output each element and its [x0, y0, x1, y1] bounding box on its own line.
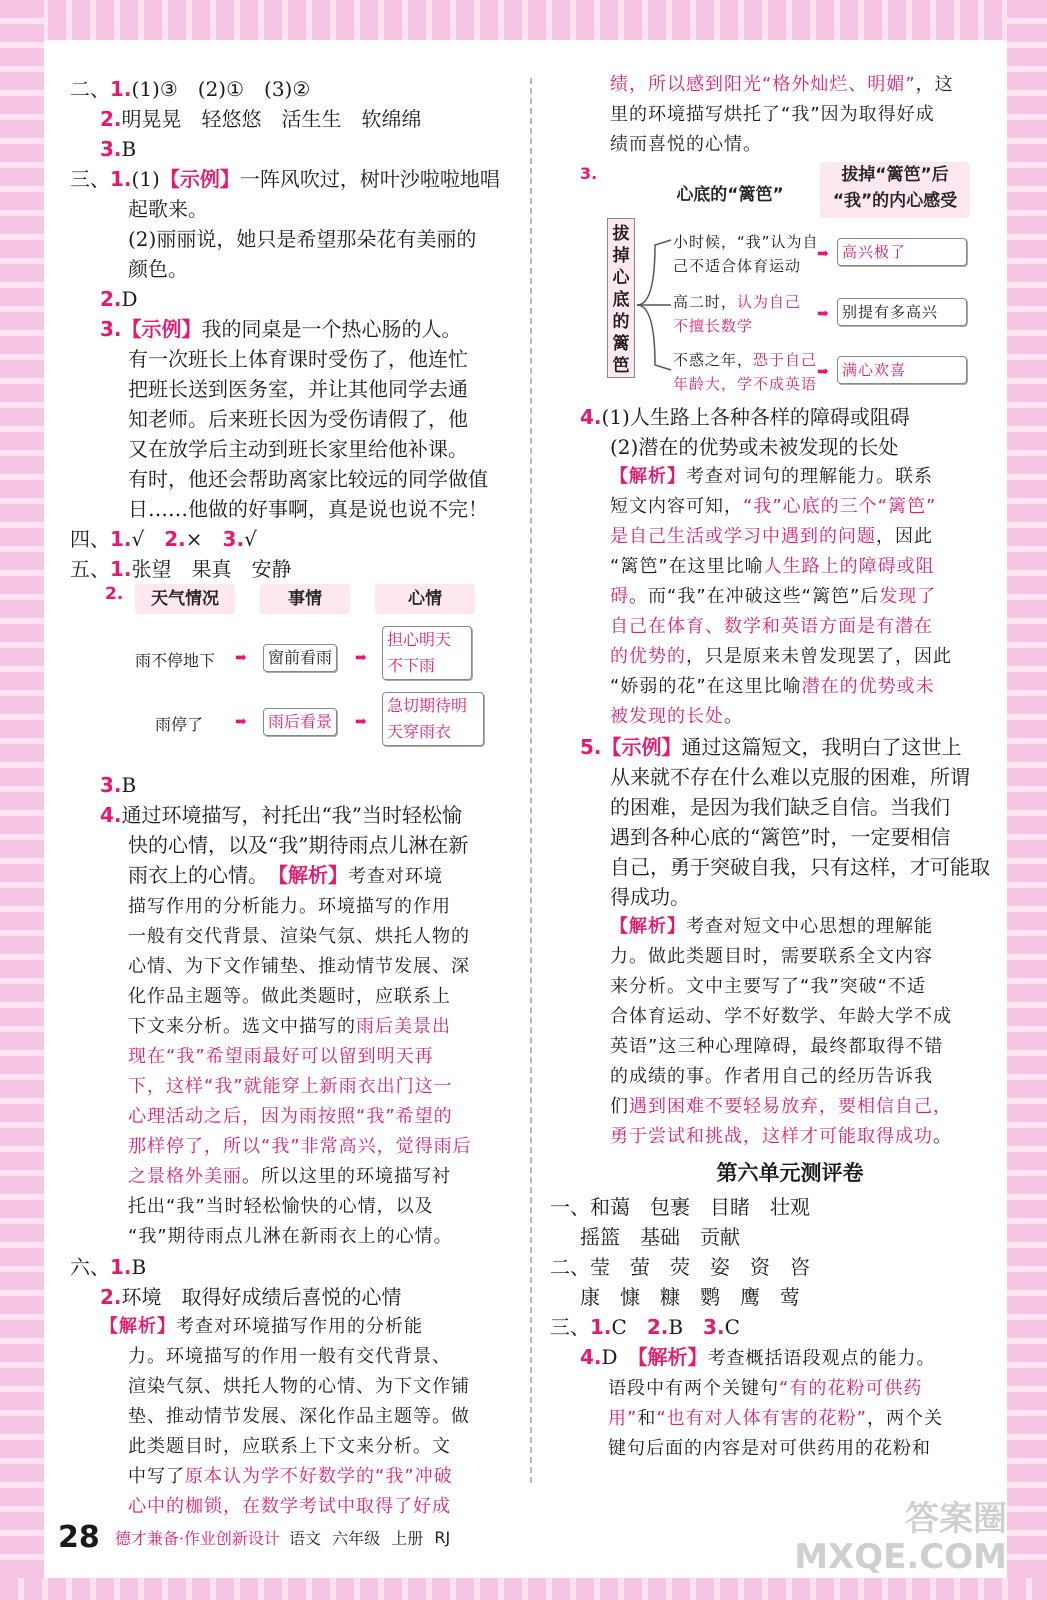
text-segment: 六、 — [70, 1255, 110, 1279]
text-line — [70, 1012, 510, 1042]
text-segment: (2)潜在的优势或未被发现的长处 — [610, 435, 899, 459]
text-segment: 1. — [110, 1255, 132, 1279]
text-segment: 力。环境描写的作用一般有交代背景、 — [128, 1346, 451, 1367]
header-line: 拔掉“篱笆”后 — [841, 165, 949, 185]
feeling-cell-3: 满心欢喜 — [837, 356, 967, 384]
text-line — [580, 642, 1000, 672]
text-segment: 键句后面的内容是对可供药用的花粉和 — [608, 1438, 931, 1459]
text-line — [70, 922, 510, 952]
text-line — [580, 852, 1000, 882]
page-border-bottom — [0, 1578, 1047, 1600]
text-segment: 【解析】 — [610, 916, 686, 937]
text-segment: 从来就不存在什么难以克服的困难，所谓 — [610, 765, 970, 789]
text-line — [580, 130, 1000, 160]
subject: 语文 — [289, 1529, 322, 1548]
text-line — [550, 1192, 1000, 1222]
text-segment: ，两个关 — [866, 1408, 943, 1429]
text-segment: B — [121, 137, 137, 161]
text-line — [70, 134, 510, 164]
mood-cell — [382, 692, 484, 746]
text-line — [70, 314, 510, 344]
text-segment: 心情、为下文作铺垫、推动情节发展、深 — [128, 956, 470, 977]
text-line — [550, 1222, 1000, 1252]
text-segment: 那样停了，所以“我”非常高兴，觉得雨后 — [128, 1136, 472, 1157]
text-segment: 起歌来。 — [128, 197, 208, 221]
text-segment: 考查对词句的理解能力。联系 — [686, 466, 933, 487]
text-line — [550, 1434, 1000, 1464]
text-segment: 碍 — [610, 586, 629, 607]
text-segment: 【示例】 — [121, 317, 202, 341]
text-line — [580, 100, 1000, 130]
text-segment: 【解析】 — [610, 466, 686, 487]
text-segment: 考查对短文中心思想的理解能 — [686, 916, 933, 937]
term: 上册 — [391, 1529, 424, 1548]
text-segment: 一般有交代背景、渲染气氛、烘托人物的 — [128, 926, 470, 947]
left-answers-part1 — [70, 74, 510, 584]
text-segment: “我”心底的三个“篱笆” — [743, 496, 937, 517]
book-title: 德才兼备·作业创新设计 — [114, 1529, 280, 1548]
cell-line: 不擅长数学 — [673, 317, 754, 335]
text-segment: 的困难，是因为我们缺乏自信。当我们 — [610, 795, 950, 819]
text-segment: 通过环境描写，衬托出“我”当时轻松愉 — [121, 803, 462, 827]
right-answers-part3 — [550, 1192, 1000, 1464]
text-segment: 力。做此类题目时，需要联系全文内容 — [610, 946, 933, 967]
arrow-icon: ➡ — [355, 650, 367, 666]
text-segment: (1)③ (2)① (3)② — [131, 77, 311, 101]
text-line — [550, 1404, 1000, 1434]
event-cell: 雨后看景 — [263, 708, 337, 736]
left-column-lower — [70, 770, 510, 1522]
text-segment: 一、和蔼 包裹 目睹 壮观 — [550, 1195, 810, 1219]
text-segment: 们 — [610, 1096, 629, 1117]
text-segment: 【解析】 — [278, 863, 348, 887]
text-segment: 下文来分析。选文中描写的 — [128, 1016, 356, 1037]
text-segment: 5. — [580, 735, 602, 759]
text-segment: 2. — [646, 1315, 669, 1339]
text-segment: 【解析】 — [100, 1316, 176, 1337]
text-segment: 。 — [933, 1126, 952, 1147]
page-border-top — [0, 0, 1047, 40]
text-segment: 快的心情，以及“我”期待雨点儿淋在新 — [128, 833, 469, 857]
feeling-cell-2: 别提有多高兴 — [837, 298, 967, 326]
text-segment: 考查对环境描写作用的分析能 — [176, 1316, 423, 1337]
text-segment: 里的环境描写烘托了“我”因为取得好成 — [610, 104, 935, 125]
cell-text: 恐于自己 — [753, 351, 818, 369]
text-segment: C — [611, 1315, 647, 1339]
text-segment: 被发现的长处 — [610, 706, 724, 727]
text-segment: 心中的枷锁，在数学考试中取得了好成 — [128, 1496, 451, 1517]
text-segment: 环境 取得好成绩后喜悦的心情 — [121, 1285, 402, 1309]
mood-line: 担心明天 — [387, 630, 452, 649]
text-segment: “我”期待雨点儿淋在新雨衣上的心情。 — [128, 1226, 453, 1247]
mood-line: 不下雨 — [387, 656, 436, 675]
text-line — [70, 254, 510, 284]
text-line — [550, 1342, 1000, 1374]
text-segment: 3. — [100, 773, 122, 797]
header-fence: 心底的“篱笆” — [670, 180, 790, 210]
text-line — [70, 1282, 510, 1312]
text-segment: 中写了 — [128, 1466, 185, 1487]
text-segment: 的优势的 — [610, 646, 686, 667]
page-footer — [58, 1520, 450, 1560]
text-segment: 。所以这里的环境描写衬 — [242, 1166, 451, 1187]
text-segment: 通过这篇短文，我明白了这世上 — [681, 735, 962, 759]
text-segment: 我的同桌是一个热心肠的人。 — [201, 317, 462, 341]
text-line — [70, 860, 510, 892]
text-segment: 二、莹 萤 荧 姿 资 咨 — [550, 1255, 810, 1279]
watermark-line: 答案圈 — [905, 1499, 1007, 1539]
text-line — [70, 164, 510, 194]
text-segment: 现在“我”希望雨最好可以留到明天再 — [128, 1046, 434, 1067]
text-line — [70, 194, 510, 224]
text-segment: D — [121, 287, 138, 311]
text-line — [580, 672, 1000, 702]
text-segment: 1. — [110, 77, 132, 101]
text-segment: (2)丽丽说，她只是希望那朵花有美丽的 — [128, 227, 477, 251]
text-line — [580, 972, 1000, 1002]
text-segment: 把班长送到医务室，并让其他同学去通 — [128, 377, 468, 401]
text-line — [70, 1162, 510, 1192]
event-cell: 窗前看雨 — [263, 644, 337, 672]
text-line — [70, 1372, 510, 1402]
text-segment: 绩，所以感到阳光“格外灿烂、明媚” — [610, 74, 916, 95]
fence-cell-2 — [673, 290, 801, 338]
bracket-lines — [635, 230, 675, 380]
cell-line: 小时候，“我”认为自 — [673, 233, 819, 251]
text-segment: 1. — [590, 1315, 612, 1339]
text-segment: 2. — [100, 287, 122, 311]
text-segment: 短文内容可知， — [610, 496, 743, 517]
text-segment: C — [724, 1315, 740, 1339]
text-segment: 发现了 — [879, 586, 937, 607]
text-line — [580, 582, 1000, 612]
watermark-line: MXQE.COM — [794, 1537, 1007, 1577]
text-line — [70, 1462, 510, 1492]
text-segment: ，这 — [915, 74, 954, 95]
text-line — [580, 792, 1000, 822]
right-answers-top — [580, 70, 1000, 160]
fence-table — [580, 160, 1005, 400]
text-segment: 2. — [164, 527, 186, 551]
text-segment: 4. — [580, 405, 602, 429]
right-column — [580, 70, 1000, 160]
text-line — [70, 1342, 510, 1372]
text-segment: 4. — [100, 803, 122, 827]
text-segment: √ — [131, 527, 165, 551]
text-segment: 勇于尝试和挑战，这样才可能取得成功 — [610, 1126, 933, 1147]
text-segment: 4. — [580, 1345, 602, 1369]
text-line — [70, 1492, 510, 1522]
text-segment: √ — [244, 527, 257, 551]
text-segment: B — [121, 773, 137, 797]
text-segment: 1. — [110, 167, 132, 191]
arrow-icon: ➡ — [235, 714, 247, 730]
text-line — [70, 892, 510, 922]
text-segment: 考查对环境 — [348, 866, 443, 887]
text-segment: 【示例】 — [159, 167, 240, 191]
mood-line: 急切期待明 — [387, 696, 468, 715]
header-mood: 心情 — [375, 584, 475, 614]
left-column — [70, 74, 510, 584]
text-line — [580, 1062, 1000, 1092]
text-segment: ，只是原来未曾发现罢了，因此 — [686, 646, 952, 667]
page-border-left — [0, 0, 44, 1600]
text-segment: 【示例】 — [601, 735, 682, 759]
text-segment: 一阵风吹过，树叶沙啦啦地唱 — [239, 167, 500, 191]
text-line — [580, 1092, 1000, 1122]
left-answers-part2 — [70, 770, 510, 1522]
text-line — [70, 1402, 510, 1432]
text-line — [580, 732, 1000, 762]
weather-cell: 雨不停地下 — [135, 651, 216, 670]
text-segment: 的成绩的事。作者用自己的经历告诉我 — [610, 1066, 933, 1087]
text-segment: 此类题目时，应联系上下文来分析。文 — [128, 1436, 451, 1457]
mood-cell — [382, 626, 472, 680]
text-line — [70, 800, 510, 830]
text-segment: 托出“我”当时轻松愉快的心情，以及 — [128, 1196, 434, 1217]
text-line — [70, 952, 510, 982]
text-line — [580, 1122, 1000, 1152]
text-line — [580, 402, 1000, 432]
text-line — [70, 404, 510, 434]
text-segment: 考查概括语段观点的能力。 — [707, 1348, 936, 1369]
text-segment: 自己在体育、数学和英语方面是有潜在 — [610, 616, 933, 637]
text-segment: 【解析】 — [637, 1345, 708, 1369]
text-segment: B — [131, 1255, 147, 1279]
arrow-icon: ➡ — [817, 246, 829, 262]
arrow-icon: ➡ — [235, 650, 247, 666]
text-segment: 英语”这三种心理障碍，最终都取得不错 — [610, 1036, 944, 1057]
text-segment: “篱笆”在这里比喻 — [610, 556, 764, 577]
text-segment: 五、 — [70, 557, 110, 581]
text-line — [580, 432, 1000, 462]
header-event: 事情 — [260, 584, 350, 614]
text-segment: 描写作用的分析能力。环境描写的作用 — [128, 896, 451, 917]
text-segment: 用” — [608, 1408, 638, 1429]
cell-line: 己不适合体育运动 — [673, 257, 802, 275]
text-segment: 知老师。后来班长因为受伤请假了，他 — [128, 407, 468, 431]
text-line — [70, 74, 510, 104]
text-line — [580, 462, 1000, 492]
text-segment: 日……他做的好事啊，真是说也说不完！ — [128, 497, 488, 521]
text-line — [580, 1032, 1000, 1062]
text-line — [70, 284, 510, 314]
text-line — [70, 524, 510, 554]
fence-cell-3 — [673, 348, 817, 396]
edition: RJ — [434, 1528, 451, 1547]
text-segment: 和 — [637, 1408, 657, 1429]
text-line — [580, 612, 1000, 642]
arrow-icon: ➡ — [817, 364, 829, 380]
cell-text: 认为自己 — [737, 293, 802, 311]
text-line — [580, 702, 1000, 732]
text-segment: “也有对人体有害的花粉” — [656, 1408, 867, 1429]
feeling-cell-1: 高兴极了 — [837, 238, 967, 266]
text-segment: 渲染气氛、烘托人物的心情、为下文作铺 — [128, 1376, 470, 1397]
text-line — [580, 492, 1000, 522]
text-segment: 1. — [110, 527, 132, 551]
text-line — [580, 912, 1000, 942]
header-feeling — [820, 162, 970, 218]
text-line — [70, 434, 510, 464]
text-line — [70, 1072, 510, 1102]
text-segment: 人生路上的障碍或阻 — [763, 556, 935, 577]
text-segment: 之景格外美丽 — [128, 1166, 242, 1187]
text-line — [70, 770, 510, 800]
text-segment: 三、 — [70, 167, 110, 191]
text-line — [580, 882, 1000, 912]
text-segment: 绩而喜悦的心情。 — [610, 134, 762, 155]
text-segment: 遇到各种心底的“篱笆”时，一定要相信 — [610, 825, 951, 849]
cell-text: 不惑之年， — [673, 351, 754, 369]
question-number: 3. — [580, 164, 598, 183]
text-line — [550, 1252, 1000, 1282]
text-segment: × — [185, 527, 223, 551]
text-line — [580, 942, 1000, 972]
text-line — [70, 464, 510, 494]
text-line — [70, 1222, 510, 1252]
watermark — [794, 1500, 1007, 1576]
question-number: 2. — [105, 584, 124, 604]
text-segment: 明晃晃 轻悠悠 活生生 软绵绵 — [121, 107, 422, 131]
text-line — [580, 552, 1000, 582]
text-segment: 下，这样“我”就能穿上新雨衣出门这一 — [128, 1076, 453, 1097]
text-line — [580, 1002, 1000, 1032]
text-segment: 又在放学后主动到班长家里给他补课。 — [128, 437, 468, 461]
text-line — [70, 104, 510, 134]
text-segment: 三、 — [550, 1315, 590, 1339]
page-number: 28 — [58, 1520, 100, 1555]
text-segment: 康 慷 糠 鹦 鹰 莺 — [580, 1285, 800, 1309]
weather-cell: 雨停了 — [155, 715, 204, 734]
text-line — [70, 344, 510, 374]
text-line — [70, 1042, 510, 1072]
header-line: “我”的内心感受 — [832, 191, 958, 211]
text-segment: “有的花粉可供药 — [779, 1378, 923, 1399]
text-segment: 1. — [110, 557, 132, 581]
text-segment: 颜色。 — [128, 257, 188, 281]
text-segment: 。而“我”在冲破这些“篱笆”后 — [629, 586, 880, 607]
grade: 六年级 — [332, 1529, 381, 1548]
text-segment: 摇篮 基础 贡献 — [580, 1225, 740, 1249]
text-segment: 。 — [724, 706, 743, 727]
text-segment: 潜在的优势或未 — [801, 676, 935, 697]
text-segment: 3. — [100, 317, 122, 341]
text-segment: 得成功。 — [610, 885, 690, 909]
text-segment: 自己，勇于突破自我，只有这样，才可能取 — [610, 855, 990, 879]
mood-line: 天穿雨衣 — [387, 722, 452, 741]
text-line — [580, 762, 1000, 792]
text-line — [70, 1192, 510, 1222]
arrow-icon: ➡ — [355, 714, 367, 730]
page-border-right — [1007, 0, 1047, 1600]
text-segment: 3. — [703, 1315, 725, 1339]
text-line — [70, 1252, 510, 1282]
weather-mood-table — [105, 580, 505, 750]
text-segment: 来分析。文中主要写了“我”突破“不适 — [610, 976, 926, 997]
text-segment: 化作品主题等。做此类题时，应联系上 — [128, 986, 451, 1007]
text-line — [70, 1102, 510, 1132]
text-segment: 语段中有两个关键句 — [608, 1378, 779, 1399]
text-segment: ，因此 — [876, 526, 933, 547]
text-line — [70, 374, 510, 404]
text-segment: 原本认为学不好数学的“我”冲破 — [185, 1466, 453, 1487]
text-segment: 心理活动之后，因为雨按照“我”希望的 — [128, 1106, 453, 1127]
text-segment: (1) — [131, 167, 160, 191]
text-segment: 雨后美景出 — [356, 1016, 451, 1037]
arrow-icon: ➡ — [817, 306, 829, 322]
text-segment: 雨衣上的心情。 — [128, 863, 278, 887]
text-segment: 是自己生活或学习中遇到的问题 — [610, 526, 876, 547]
text-segment: 2. — [100, 1285, 122, 1309]
text-segment: 2. — [100, 107, 122, 131]
text-line — [70, 830, 510, 860]
text-line — [70, 224, 510, 254]
text-line — [70, 494, 510, 524]
right-column-lower — [550, 402, 1000, 1464]
text-segment: D — [601, 1345, 638, 1369]
text-segment: 二、 — [70, 77, 110, 101]
text-line — [70, 982, 510, 1012]
text-segment: 垫、推动情节发展、深化作品主题等。做 — [128, 1406, 470, 1427]
text-segment: B — [668, 1315, 704, 1339]
fence-cell-1 — [673, 230, 819, 278]
column-divider — [530, 78, 532, 1483]
text-segment: 3. — [100, 137, 122, 161]
text-segment: 四、 — [70, 527, 110, 551]
text-line — [70, 1312, 510, 1342]
text-line — [550, 1312, 1000, 1342]
text-segment: 有时，他还会帮助离家比较远的同学做值 — [128, 467, 488, 491]
text-line — [550, 1282, 1000, 1312]
cell-text: 高二时， — [673, 293, 738, 311]
text-segment: 有一次班长上体育课时受伤了，他连忙 — [128, 347, 468, 371]
text-line — [580, 70, 1000, 100]
text-line — [580, 522, 1000, 552]
text-segment: (1)人生路上各种各样的障碍或阻碍 — [601, 405, 910, 429]
right-answers-part2 — [580, 402, 1000, 1152]
side-label: 拔掉心底的篱笆 — [607, 218, 635, 378]
text-segment: 遇到困难不要轻易放弃，要相信自己， — [629, 1096, 952, 1117]
text-line — [580, 822, 1000, 852]
text-line — [550, 1374, 1000, 1404]
text-segment: 张望 果真 安静 — [131, 557, 292, 581]
text-line — [70, 1132, 510, 1162]
cell-line: 年龄大，学不成英语 — [673, 375, 818, 393]
text-segment: “娇弱的花”在这里比喻 — [610, 676, 802, 697]
section-title: 第六单元测评卷 — [716, 1161, 864, 1185]
text-segment: 合体育运动、学不好数学、年龄大学不成 — [610, 1006, 952, 1027]
text-segment: 3. — [222, 527, 245, 551]
header-weather: 天气情况 — [135, 584, 235, 614]
text-line — [70, 1432, 510, 1462]
